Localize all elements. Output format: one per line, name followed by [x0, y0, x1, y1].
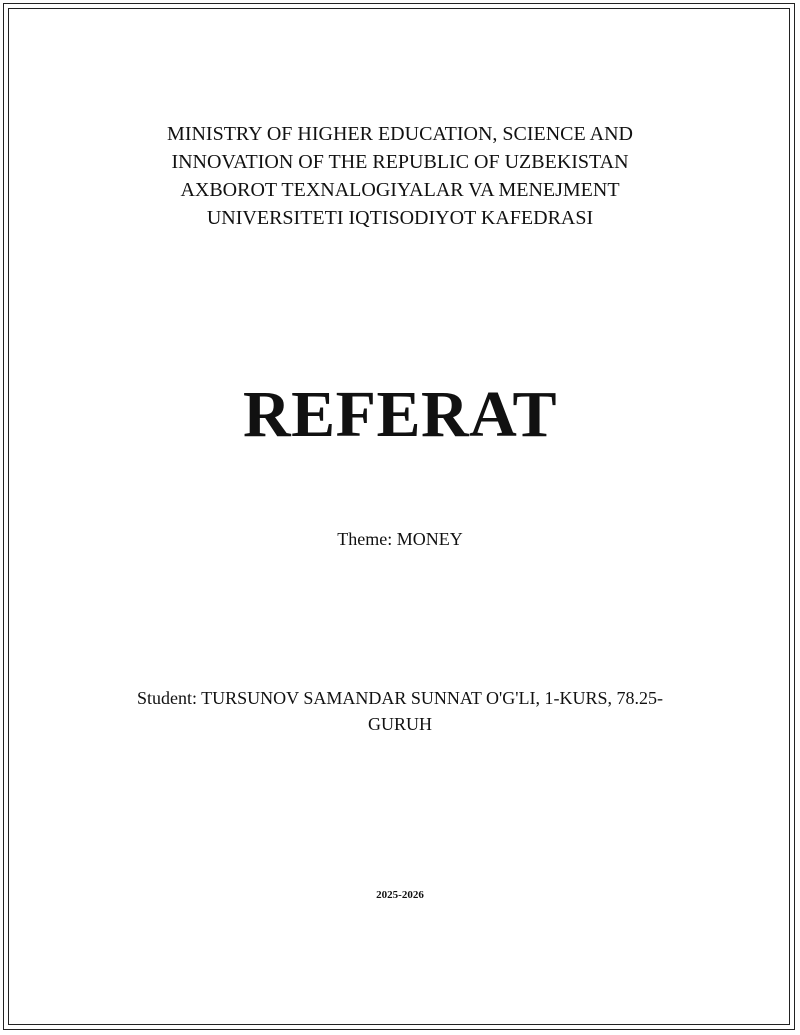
theme-line: Theme: MONEY: [337, 529, 463, 549]
ministry-line-3: AXBOROT TEXNALOGIYALAR VA MENEJMENT: [180, 179, 620, 201]
student-line-2: GURUH: [367, 714, 432, 734]
document-title: REFERAT: [243, 378, 557, 451]
ministry-line-4: UNIVERSITETI IQTISODIYOT KAFEDRASI: [206, 207, 594, 229]
ministry-line-1: MINISTRY OF HIGHER EDUCATION, SCIENCE AND: [167, 123, 633, 145]
student-line-1: Student: TURSUNOV SAMANDAR SUNNAT O'G'LI, 1-KURS, 78.25-: [136, 688, 664, 708]
academic-year: 2025-2026: [376, 889, 424, 901]
student-info: [110, 685, 690, 737]
ministry-header: [100, 120, 700, 232]
ministry-line-2: INNOVATION OF THE REPUBLIC OF UZBEKISTAN: [171, 151, 629, 173]
